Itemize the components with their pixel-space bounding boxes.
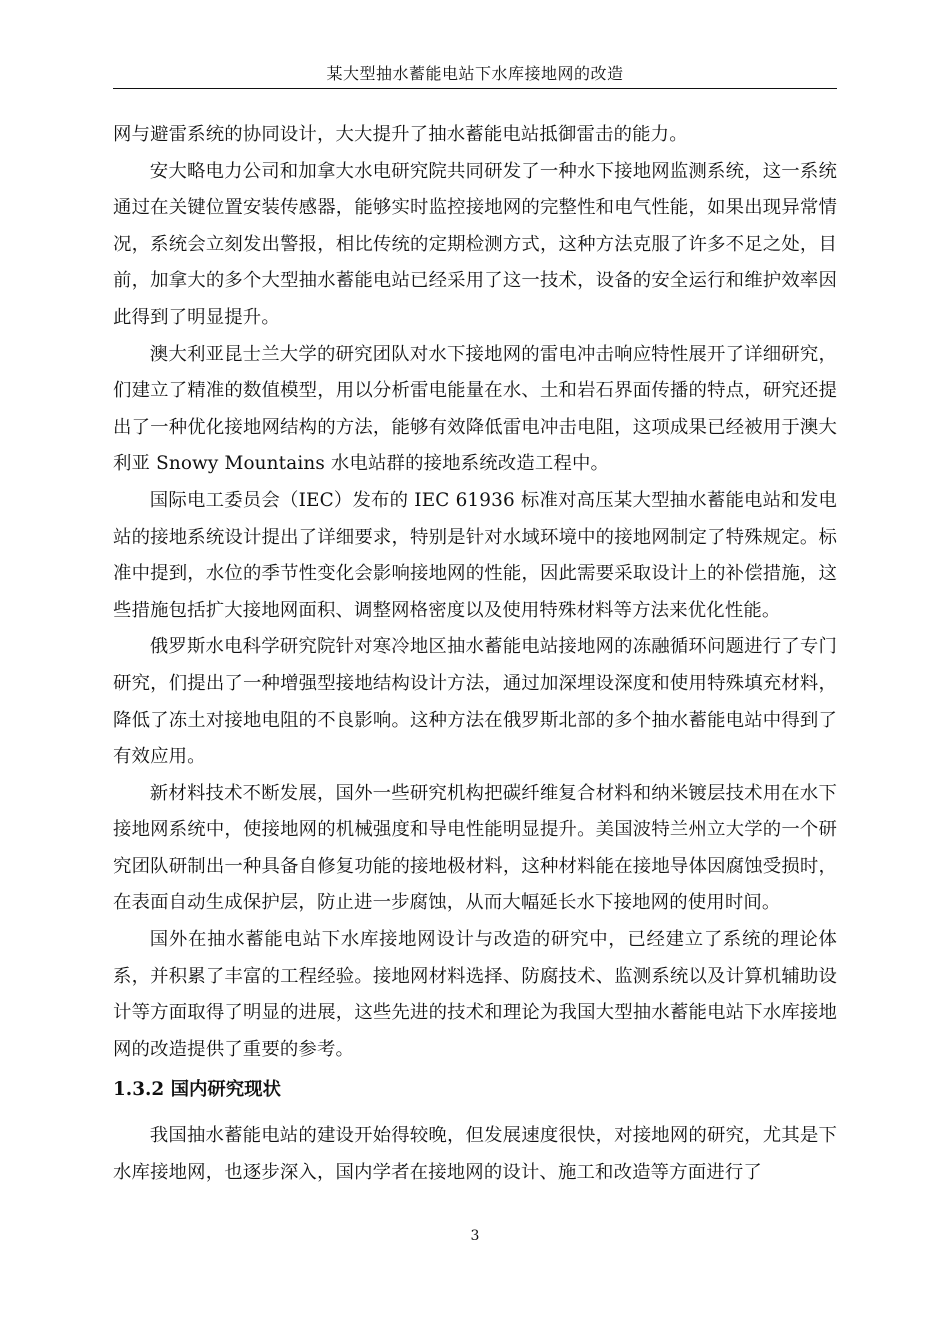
- paragraph: 国外在抽水蓄能电站下水库接地网设计与改造的研究中，已经建立了系统的理论体系，并积累了丰富的工程经验。接地网材料选择、防腐技术、监测系统以及计算机辅助设计等方面取得了明显的进展，这些先进的技术和理论为我国大型抽水蓄能电站下水库接地网的改造提供了重要的参考。: [113, 929, 837, 1060]
- section-heading: 1.3.2 国内研究现状: [113, 1079, 281, 1101]
- body-text: [113, 117, 837, 1192]
- paragraph: 安大略电力公司和加拿大水电研究院共同研发了一种水下接地网监测系统，这一系统通过在关键位置安装传感器，能够实时监控接地网的完整性和电气性能，如果出现异常情况，系统会立刻发出警报，相比传统的定期检测方式，这种方法克服了许多不足之处，目前，加拿大的多个大型抽水蓄能电站已经采用了这一技术，设备的安全运行和维护效率因此得到了明显提升。: [113, 160, 837, 328]
- page-number: 3: [470, 1228, 480, 1244]
- paragraph-continued: 网与避雷系统的协同设计，大大提升了抽水蓄能电站抵御雷击的能力。: [113, 124, 688, 145]
- paragraph: 国际电工委员会（IEC）发布的 IEC 61936 标准对高压某大型抽水蓄能电站和发电站的接地系统设计提出了详细要求，特别是针对水域环境中的接地网制定了特殊规定。标准中提到，水位的季节性变化会影响接地网的性能，因此需要采取设计上的补偿措施，这些措施包括扩大接地网面积、调整网格密度以及使用特殊材料等方法来优化性能。: [113, 489, 837, 621]
- paragraph: 澳大利亚昆士兰大学的研究团队对水下接地网的雷电冲击响应特性展开了详细研究，们建立了精准的数值模型，用以分析雷电能量在水、土和岩石界面传播的特点，研究还提出了一种优化接地网结构的方法，能够有效降低雷电冲击电阻，这项成果已经被用于澳大利亚 Snowy Mountains 水电站群的接地系统改造工程中。: [113, 343, 837, 475]
- header-rule: [113, 88, 837, 89]
- paragraph: 俄罗斯水电科学研究院针对寒冷地区抽水蓄能电站接地网的冻融循环问题进行了专门研究，们提出了一种增强型接地结构设计方法，通过加深埋设深度和使用特殊填充材料，降低了冻土对接地电阻的不良影响。这种方法在俄罗斯北部的多个抽水蓄能电站中得到了有效应用。: [113, 636, 837, 768]
- running-header: 某大型抽水蓄能电站下水库接地网的改造: [326, 64, 624, 83]
- paragraph: 我国抽水蓄能电站的建设开始得较晚，但发展速度很快，对接地网的研究，尤其是下水库接地网，也逐步深入，国内学者在接地网的设计、施工和改造等方面进行了: [113, 1125, 837, 1184]
- paragraph: 新材料技术不断发展，国外一些研究机构把碳纤维复合材料和纳米镀层技术用在水下接地网系统中，使接地网的机械强度和导电性能明显提升。美国波特兰州立大学的一个研究团队研制出一种具备自修复功能的接地极材料，这种材料能在接地导体因腐蚀受损时，在表面自动生成保护层，防止进一步腐蚀，从而大幅延长水下接地网的使用时间。: [113, 782, 837, 914]
